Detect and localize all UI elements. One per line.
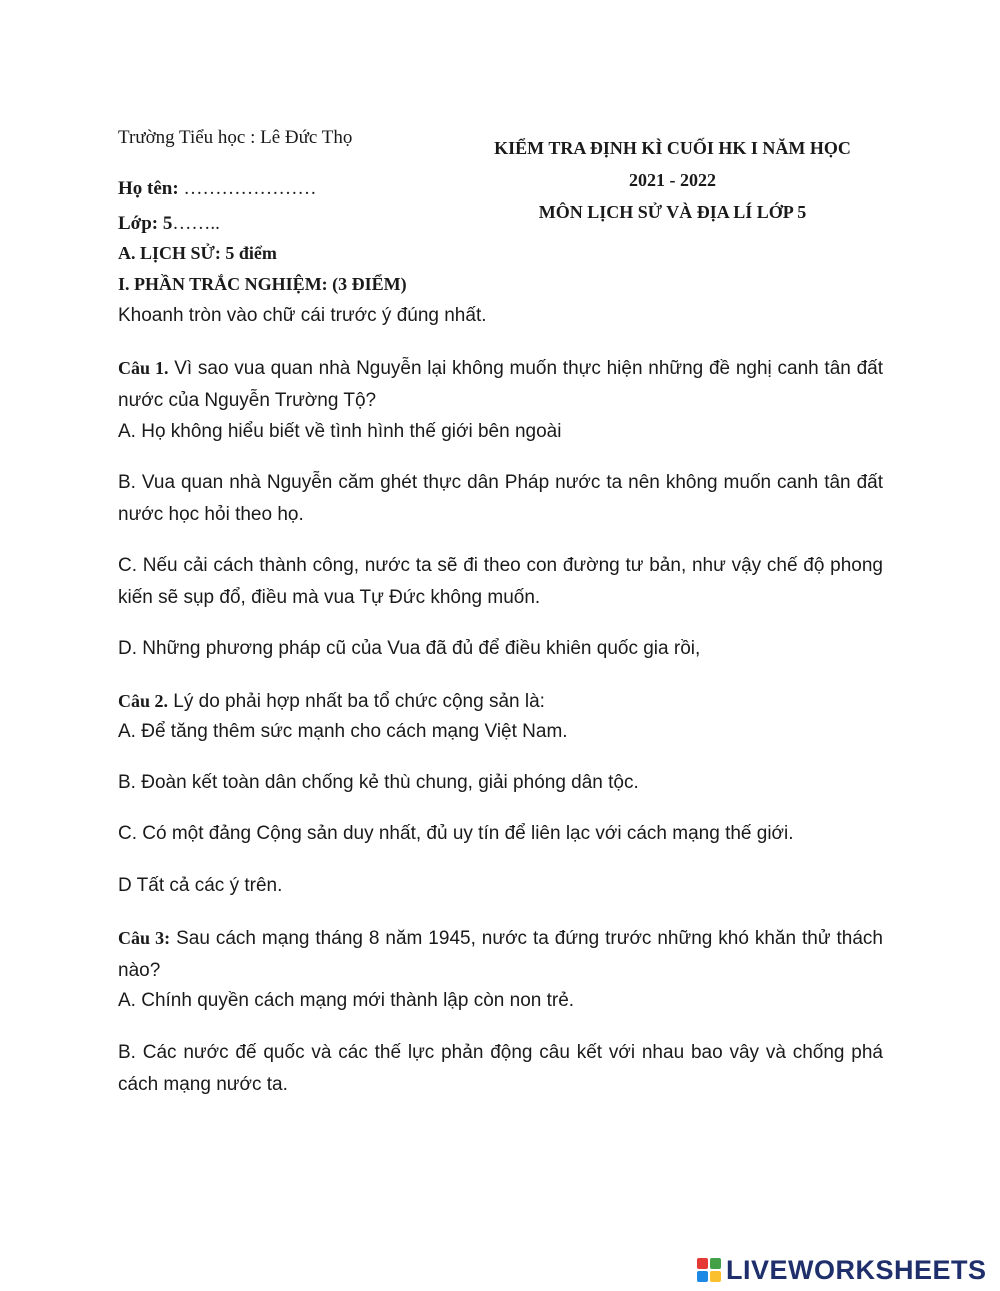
- part-a-heading: A. LỊCH SỬ: 5 điểm: [118, 243, 277, 263]
- question-1-option-d: D. Những phương pháp cũ của Vua đã đủ để điều khiên quốc gia rồi,: [118, 638, 701, 659]
- question-3-option-b: B. Các nước đế quốc và các thế lực phản động câu kết với nhau bao vây và chống phá cách mạng nước ta.: [118, 1042, 883, 1095]
- question-1-option-a: A. Họ không hiểu biết về tình hình thế giới bên ngoài: [118, 421, 562, 442]
- exam-title-line3: MÔN LỊCH SỬ VÀ ĐỊA LÍ LỚP 5: [538, 202, 807, 222]
- class-field: [118, 213, 220, 235]
- name-label: Họ tên:: [118, 178, 179, 199]
- question-2-option-b: B. Đoàn kết toàn dân chống kẻ thù chung, giải phóng dân tộc.: [118, 772, 639, 793]
- question-2: [118, 685, 883, 718]
- question-3-text: Sau cách mạng tháng 8 năm 1945, nước ta đứng trước những khó khăn thử thách nào?: [118, 928, 883, 981]
- question-2-label: Câu 2.: [118, 691, 169, 711]
- student-name-field: [118, 178, 316, 200]
- exam-title-line1: KIỂM TRA ĐỊNH KÌ CUỐI HK I NĂM HỌC: [494, 138, 851, 158]
- question-3-option-a: A. Chính quyền cách mạng mới thành lập còn non trẻ.: [118, 990, 575, 1011]
- part-i-heading: I. PHẦN TRẮC NGHIỆM: (3 ĐIỂM): [118, 274, 407, 294]
- exam-title-line2: 2021 - 2022: [629, 170, 716, 190]
- question-3-label: Câu 3:: [118, 928, 171, 948]
- class-label: Lớp: 5: [118, 213, 173, 234]
- question-2-option-a: A. Để tăng thêm sức mạnh cho cách mạng Việt Nam.: [118, 721, 568, 742]
- question-1-option-b: B. Vua quan nhà Nguyễn căm ghét thực dân Pháp nước ta nên không muốn canh tân đất nước học hỏi theo họ.: [118, 472, 883, 525]
- liveworksheets-logo[interactable]: [697, 1253, 987, 1287]
- question-1-option-c: C. Nếu cải cách thành công, nước ta sẽ đi theo con đường tư bản, như vậy chế độ phong kiến sẽ sụp đổ, điều mà vua Tự Đức không muốn.: [118, 555, 883, 608]
- liveworksheets-logo-text: LIVEWORKSHEETS: [726, 1254, 987, 1285]
- question-2-option-c: C. Có một đảng Cộng sản duy nhất, đủ uy tín để liên lạc với cách mạng thế giới.: [118, 823, 794, 844]
- liveworksheets-logo-icon: [697, 1258, 721, 1282]
- question-2-text: Lý do phải hợp nhất ba tổ chức cộng sản là:: [168, 691, 545, 712]
- question-2-option-d: D Tất cả các ý trên.: [118, 875, 283, 896]
- question-3: [118, 922, 883, 987]
- question-1: [118, 352, 883, 417]
- question-1-text: Vì sao vua quan nhà Nguyễn lại không muốn thực hiện những đề nghị canh tân đất nước của Nguyễn Trường Tộ?: [118, 358, 883, 411]
- school-name: Trường Tiểu học : Lê Đức Thọ: [118, 127, 353, 148]
- name-dots: …………………: [183, 178, 317, 199]
- class-dots: ……..: [172, 213, 220, 234]
- question-1-label: Câu 1.: [118, 358, 169, 378]
- instruction-text: Khoanh tròn vào chữ cái trước ý đúng nhất.: [118, 305, 487, 326]
